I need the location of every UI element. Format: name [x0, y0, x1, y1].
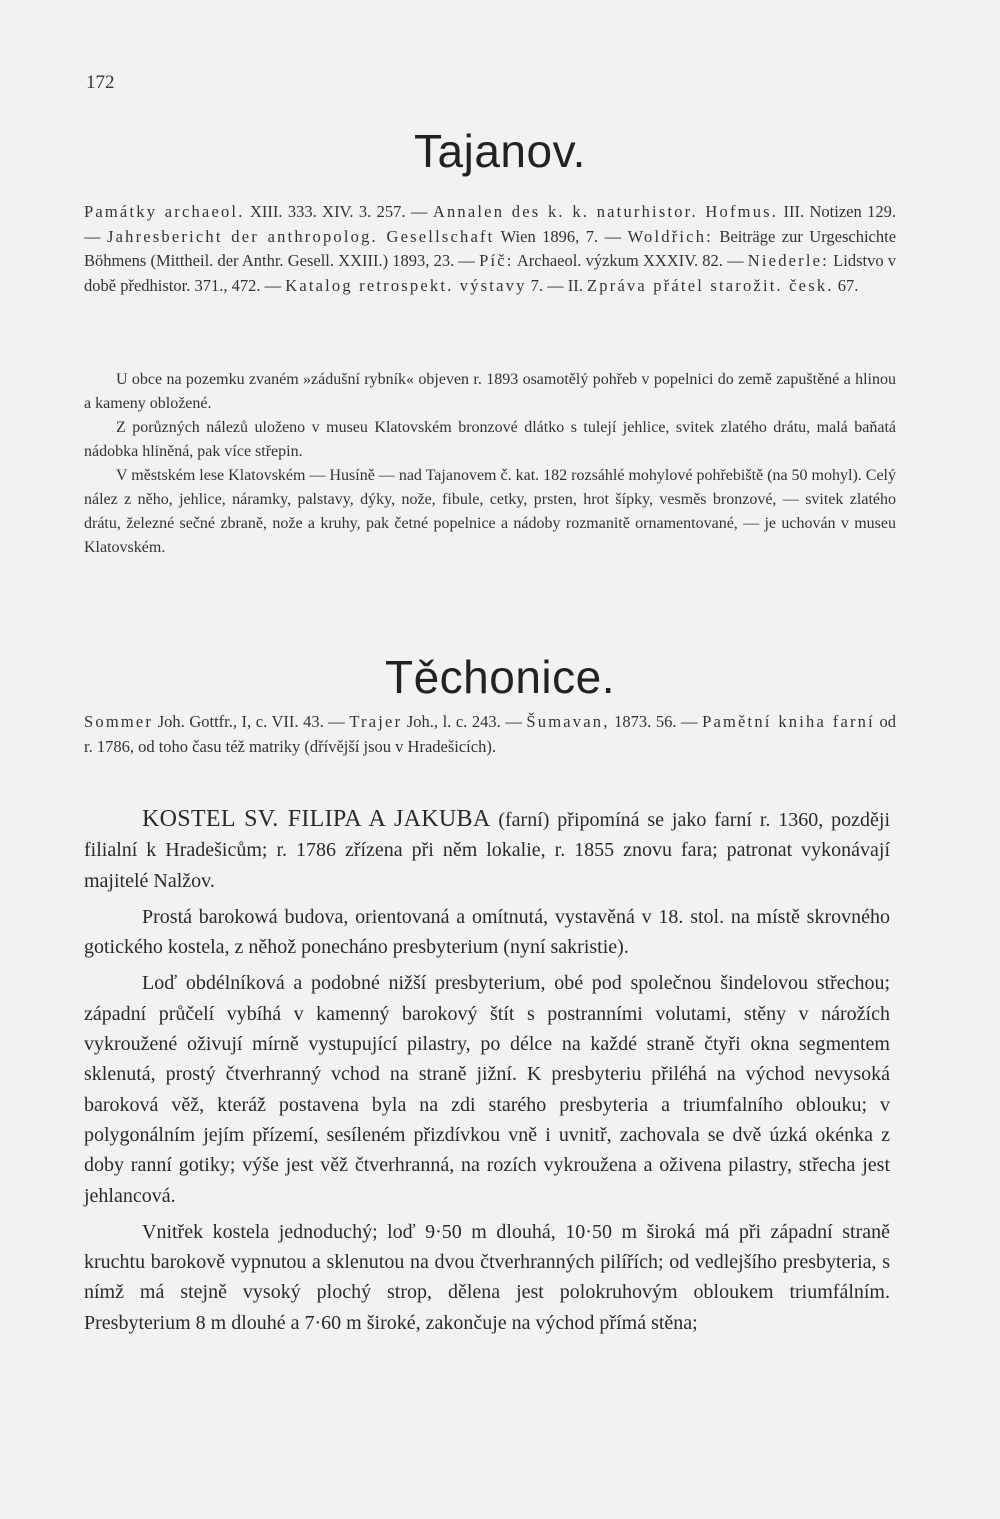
source-detail: Wien 1896, 7. — [494, 226, 628, 246]
sources-techonice [84, 710, 896, 759]
paragraph: Z porůzných nálezů uloženo v museu Klatovském bronzové dlátko s tulejí jehlice, svitek zlatého drátu, malá baňatá nádobka hliněná, pak více střepin. [84, 419, 896, 460]
body-techonice [84, 804, 890, 1338]
source-ref: Památky archaeol. [84, 202, 245, 221]
source-ref: Woldřich: [627, 226, 713, 246]
section-title-techonice: Těchonice. [384, 651, 615, 703]
source-detail: 1873. 56. — [609, 712, 703, 731]
source-ref: Zpráva přátel starožit. česk. [587, 275, 834, 295]
body-tajanov [84, 368, 896, 560]
church-name: KOSTEL SV. FILIPA A JAKUBA [142, 806, 491, 832]
sources-tajanov [84, 200, 896, 298]
paragraph: U obce na pozemku zvaném »zádušní rybník« objeven r. 1893 osamotělý pohřeb v popelnici do země zapuštěné a hlinou a kameny obložené. [84, 371, 896, 412]
source-detail: XIII. 333. XIV. 3. 257. — [244, 202, 433, 221]
lead-text: (farní) připomíná se jako farní r. 1360, později filialní k Hradešicům; r. 1786 zřízena při něm lokalie, r. 1855 znovu fara; patronat vykonávají majitelé Nalžov. [84, 809, 890, 892]
source-detail: III. Notizen 129. — [84, 202, 897, 246]
source-detail: 7. — II. [526, 275, 588, 295]
paragraph: Prostá barokowá budova, orientovaná a omítnutá, vystavěná v 18. stol. na místě skrovného gotického kostela, z něhož ponecháno presbyterium (nyní sakristie). [84, 905, 890, 959]
source-detail: Lidstvo v době předhistor. 371., 472. — [84, 251, 897, 295]
source-ref: Šumavan, [526, 712, 610, 731]
lead-paragraph [84, 804, 890, 896]
source-detail: Joh. Gottfr., I, c. VII. 43. — [153, 712, 350, 731]
source-ref: Niederle: [747, 251, 829, 270]
source-ref: Jahresbericht der anthropolog. Gesellschaft [106, 226, 495, 246]
paragraph: Loď obdélníková a podobné nižší presbyterium, obé pod společnou šindelovou střechou; západní průčelí vybíhá v kamenný barokový štít s postranními volutami, stěny v nárožích vykroužené oživují mírně vystupující pilastry, po délce na každé straně čtyři okna segmentem sklenutá, prostý čtverhranný vchod na straně jižní. K presbyteriu přiléhá na východ nevysoká baroková věž, kteráž postavena byla na zdi starého presbyteria a triumfalního oblouku; v polygonálním jejím přízemí, sesíleném přizdívkou vně i uvnitř, zachovala se dvě úzká okénka z doby ranní gotiky; výše jest věž čtverhranná, na rozích vykroužena a oživena pilastry, střecha jest jehlancová. [84, 972, 890, 1207]
source-ref: Katalog retrospekt. výstavy [285, 275, 527, 295]
source-detail: 67. [833, 275, 859, 295]
source-ref: Sommer [84, 712, 154, 731]
source-ref: Pamětní kniha farní [702, 712, 875, 731]
source-detail: Joh., l. c. 243. — [402, 712, 527, 731]
paragraph: Vnitřek kostela jednoduchý; loď 9·50 m dlouhá, 10·50 m široká má při západní straně kruchtu barokově vypnutou a sklenutou na dvou čtverhranných pilířích; od vedlejšího presbyteria, s nímž má stejně vysoký plochý strop, dělena jest polokruhovým obloukem triumfálním. Presbyterium 8 m dlouhé a 7·60 m široké, zakončuje na východ přímá stěna; [84, 1220, 890, 1334]
source-ref: Píč: [479, 251, 514, 270]
section-title-tajanov: Tajanov. [414, 125, 586, 177]
source-ref: Annalen des k. k. naturhistor. Hofmus. [432, 202, 779, 221]
paragraph: V městském lese Klatovském — Husíně — nad Tajanovem č. kat. 182 rozsáhlé mohylové pohřebiště (na 50 mohyl). Celý nález z něho, jehlice, náramky, palstavy, dýky, nože, fibule, cetky, prsten, hrot šípky, vesměs bronzové, — svitek zlatého drátu, železné sečné zbraně, nože a kruhy, pak četné popelnice a nádoby rozmanitě ornamentované, — je uchován v museu Klatovském. [84, 467, 896, 556]
page-number: 172 [86, 72, 115, 93]
source-detail: Beiträge zur Urgeschichte Böhmens (Mittheil. der Anthr. Gesell. XXIII.) 1893, 23. — [84, 226, 897, 270]
source-ref: Trajer [349, 712, 403, 731]
source-detail: Archaeol. výzkum XXXIV. 82. — [513, 251, 748, 270]
source-detail: od r. 1786, od toho času též matriky (dřívější jsou v Hradešicích). [84, 712, 896, 756]
